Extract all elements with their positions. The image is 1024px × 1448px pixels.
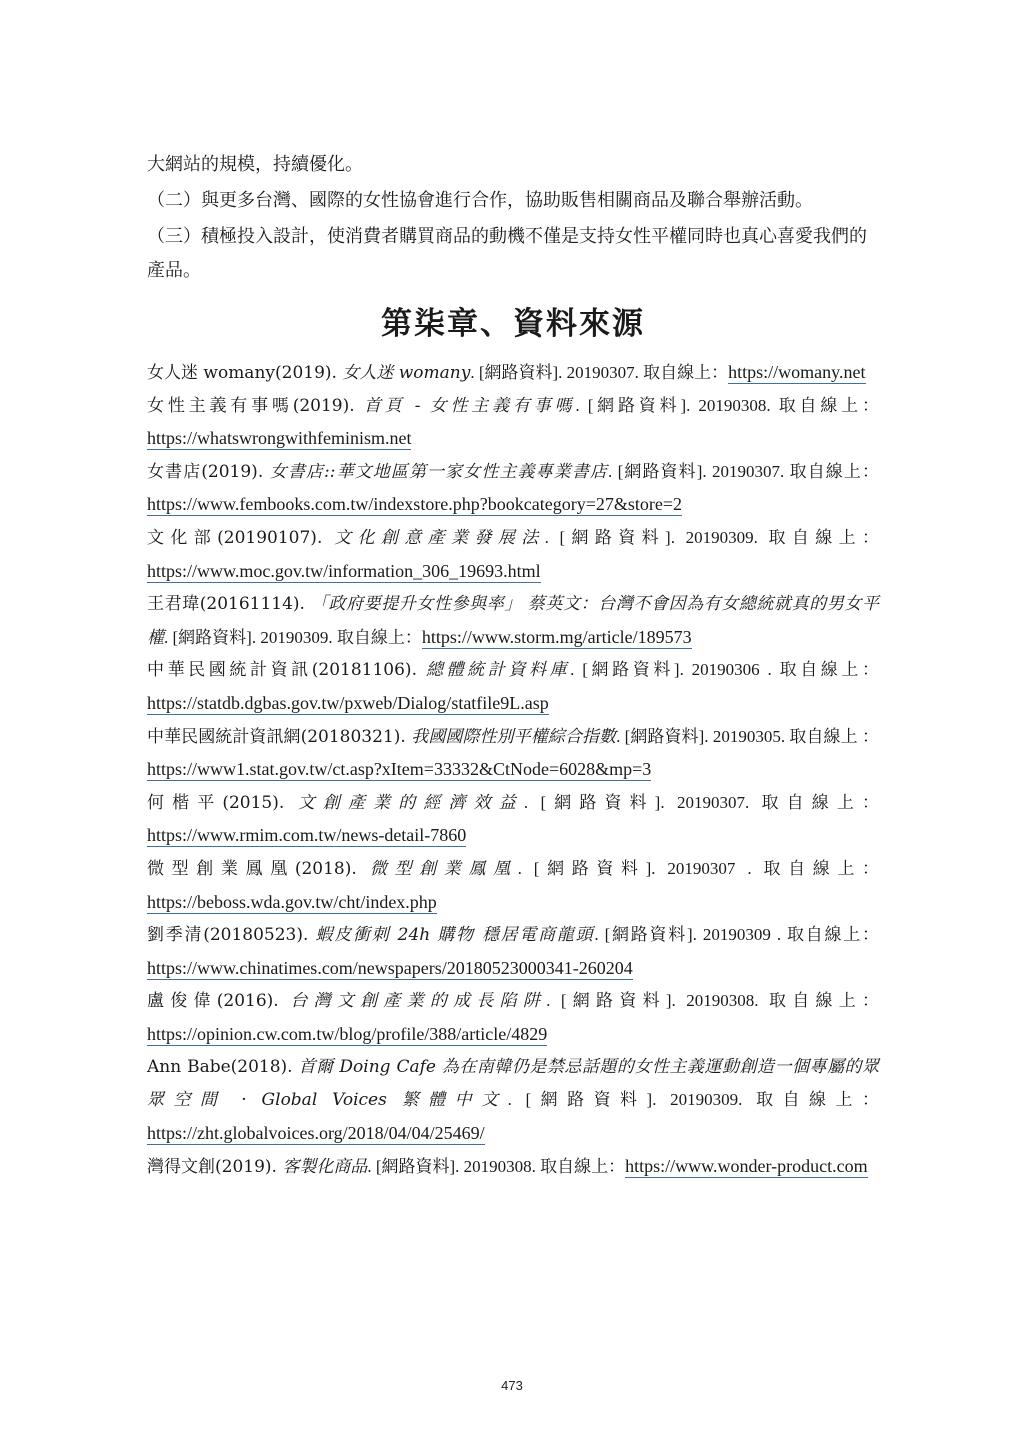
reference-entry bbox=[147, 356, 879, 390]
reference-note: . [網路資料]. 20190305. 取自線上 ： bbox=[616, 726, 879, 746]
reference-author: 女性主義有事嗎(2019). bbox=[147, 395, 364, 416]
reference-note: . [網路資料]. 20190307 . 取自線上： bbox=[517, 858, 880, 878]
reference-link[interactable]: https://womany.net bbox=[728, 362, 866, 382]
reference-link[interactable]: https://beboss.wda.gov.tw/cht/index.php bbox=[147, 891, 437, 912]
reference-link[interactable]: https://opinion.cw.com.tw/blog/profile/388/article/4829 bbox=[147, 1023, 548, 1044]
page-content bbox=[147, 148, 879, 1184]
reference-entry bbox=[147, 721, 879, 787]
reference-author: 何楷平(2015). bbox=[147, 792, 298, 813]
reference-title: 「政府要提升女性參與率」 蔡英文：台灣不會因為有女總統就真的男女平權 bbox=[147, 594, 879, 648]
reference-link[interactable]: https://www.storm.mg/article/189573 bbox=[421, 626, 692, 647]
reference-title: 微型創業鳳凰 bbox=[369, 858, 518, 879]
reference-link[interactable]: https://www.chinatimes.com/newspapers/20180523000341-260204 bbox=[147, 957, 633, 978]
reference-entry bbox=[147, 654, 879, 720]
intro-paragraph-2: （二）與更多台灣、國際的女性協會進行合作，協助販售相關商品及聯合舉辦活動。 bbox=[147, 190, 813, 211]
reference-title: 首爾 Doing Cafe 為在南韓仍是禁忌話題的女性主義運動創造一個專屬的眾眾空間 · Global Voices 繁體中文 bbox=[147, 1057, 879, 1111]
reference-entry bbox=[147, 919, 879, 985]
reference-author: 文化部(20190107). bbox=[147, 527, 335, 548]
reference-link[interactable]: https://www1.stat.gov.tw/ct.asp?xItem=33332&CtNode=6028&mp=3 bbox=[147, 759, 652, 780]
reference-link[interactable]: https://statdb.dgbas.gov.tw/pxweb/Dialog/statfile9L.asp bbox=[147, 692, 549, 713]
reference-note: . [網路資料]. 20190308. 取自線上： bbox=[575, 395, 879, 415]
reference-note: . [網路資料]. 20190309. 取自線上： bbox=[507, 1090, 879, 1110]
reference-title: 總體統計資料庫 bbox=[425, 660, 571, 681]
reference-link[interactable]: https://zht.globalvoices.org/2018/04/04/25469/ bbox=[147, 1122, 485, 1143]
reference-note: . [網路資料]. 20190306 . 取自線上： bbox=[570, 660, 880, 680]
reference-title: 女書店::華文地區第一家女性主義專業書店 bbox=[269, 461, 609, 482]
reference-author: 微型創業鳳凰(2018). bbox=[147, 858, 370, 879]
reference-title: 首頁 - 女性主義有事嗎 bbox=[363, 395, 576, 416]
reference-note: . [網路資料]. 20190309. 取自線上： bbox=[544, 527, 880, 547]
reference-entry bbox=[147, 1051, 879, 1150]
chapter-title: 第柒章、資料來源 bbox=[381, 306, 645, 342]
reference-entry bbox=[147, 787, 879, 853]
reference-note: . [網路資料]. 20190307. 取自線上： bbox=[523, 792, 880, 812]
reference-title: 台灣文創產業的成長陷阱 bbox=[290, 991, 547, 1012]
reference-author: 中華民國統計資訊(20181106). bbox=[147, 660, 426, 681]
intro-paragraph-1: 大網站的規模，持續優化。 bbox=[147, 154, 363, 175]
reference-entry bbox=[147, 588, 879, 654]
reference-note: . [網路資料]. 20190309. 取自線上： bbox=[164, 627, 422, 647]
reference-note: . [網路資料]. 20190308. 取自線上： bbox=[546, 991, 879, 1011]
reference-title: 蝦皮衝刺 24h 購物 穩居電商龍頭 bbox=[315, 925, 595, 946]
reference-entry bbox=[147, 390, 879, 456]
reference-author: 劉季清(20180523). bbox=[147, 925, 316, 946]
reference-author: 灣得文創(2019). bbox=[147, 1157, 283, 1178]
intro-paragraph-3: （三）積極投入設計，使消費者購買商品的動機不僅是支持女性平權同時也真心喜愛我們的產品。 bbox=[147, 226, 867, 281]
reference-author: Ann Babe(2018). bbox=[147, 1057, 299, 1078]
reference-link[interactable]: https://www.moc.gov.tw/information_306_19693.html bbox=[147, 560, 541, 581]
reference-link[interactable]: https://www.fembooks.com.tw/indexstore.php?bookcategory=27&store=2 bbox=[147, 494, 683, 515]
reference-entry bbox=[147, 522, 879, 588]
reference-title: 客製化商品 bbox=[282, 1157, 368, 1178]
reference-list bbox=[147, 356, 879, 1184]
reference-author: 女書店(2019). bbox=[147, 461, 270, 482]
reference-entry bbox=[147, 853, 879, 919]
reference-title: 文創產業的經濟效益 bbox=[297, 792, 524, 813]
reference-link[interactable]: https://www.wonder-product.com bbox=[625, 1156, 868, 1177]
reference-link[interactable]: https://whatswrongwithfeminism.net bbox=[147, 428, 412, 449]
reference-author: 王君瑋(20161114). bbox=[147, 594, 311, 615]
reference-note: . [網路資料]. 20190309 . 取自線上： bbox=[594, 925, 880, 945]
reference-note: . [網路資料]. 20190308. 取自線上： bbox=[367, 1157, 626, 1177]
reference-author: 盧俊偉(2016). bbox=[147, 991, 291, 1012]
reference-author: 女人迷 womany(2019). bbox=[147, 363, 343, 383]
reference-author: 中華民國統計資訊網(20180321). bbox=[147, 726, 412, 747]
reference-entry bbox=[147, 1150, 879, 1184]
reference-entry bbox=[147, 985, 879, 1051]
reference-entry bbox=[147, 456, 879, 522]
reference-link[interactable]: https://www.rmim.com.tw/news-detail-7860 bbox=[147, 825, 467, 846]
page-number: 473 bbox=[501, 1378, 523, 1393]
reference-note: . [網路資料]. 20190307. 取自線上： bbox=[470, 363, 729, 382]
reference-title: 女人迷 womany bbox=[342, 363, 471, 383]
reference-title: 我國國際性別平權綜合指數 bbox=[411, 726, 617, 747]
reference-note: . [網路資料]. 20190307. 取自線上： bbox=[608, 461, 879, 481]
reference-title: 文化創意產業發展法 bbox=[334, 527, 545, 548]
